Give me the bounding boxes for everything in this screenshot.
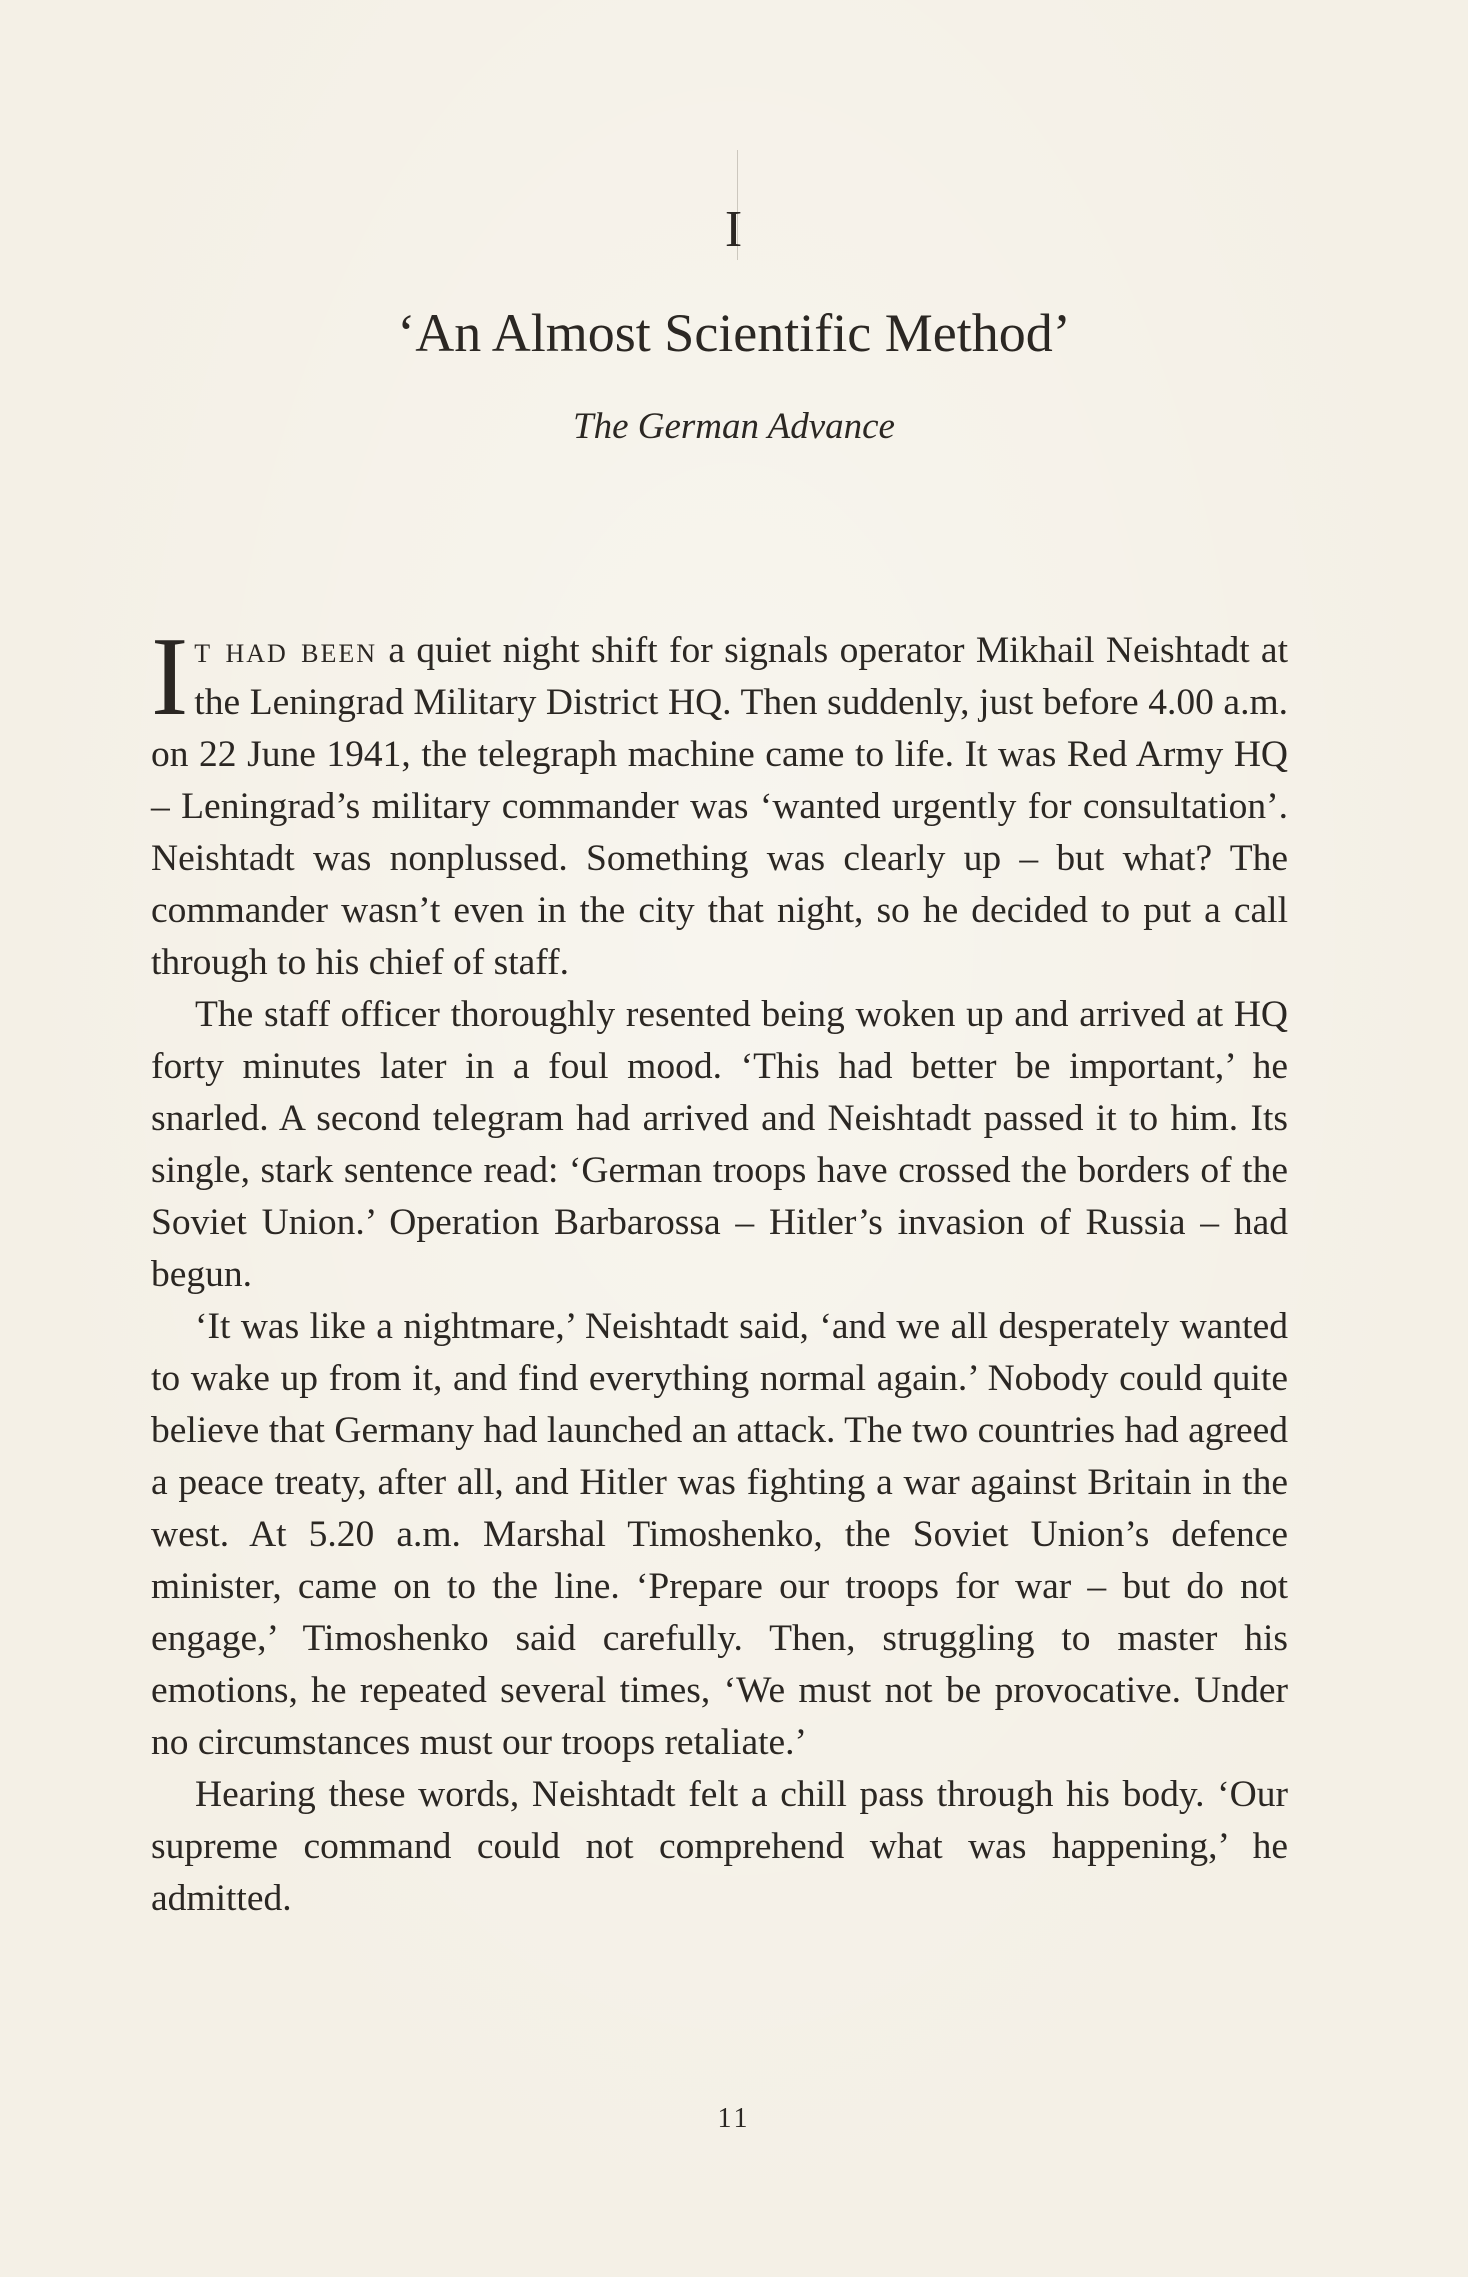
paragraph-2: The staff officer thoroughly resented being woken up and arrived at HQ forty minutes later in a foul mood. ‘This had better be important,’ he snarled. A second telegram had arrived and Neishtadt passed it to him. Its single, stark sentence read: ‘German troops have crossed the borders of the Soviet Union.’ Operation Barbarossa – Hitler’s invasion of Russia – had begun. (151, 994, 1288, 1295)
paragraph-1 (151, 615, 1288, 989)
chapter-title: ‘An Almost Scientific Method’ (397, 303, 1071, 363)
body-text (151, 615, 1288, 1925)
opening-small-caps: t had been (194, 630, 378, 671)
drop-cap: I (151, 615, 189, 739)
page-number: 11 (717, 2103, 751, 2134)
paragraph-1-text: a quiet night shift for signals operator Mikhail Neishtadt at the Leningrad Military District HQ. Then suddenly, just before 4.00 a.m. on 22 June 1941, the telegraph machine came to life. It was Red Army HQ – Leningrad’s military commander was ‘wanted urgently for consultation’. Neishtadt was nonplussed. Something was clearly up – but what? The commander wasn’t even in the city that night, so he decided to put a call through to his chief of staff. (151, 630, 1288, 983)
paragraph-3: ‘It was like a nightmare,’ Neishtadt said, ‘and we all desperately wanted to wake up from it, and find everything normal again.’ Nobody could quite believe that Germany had launched an attack. The two countries had agreed a peace treaty, after all, and Hitler was fighting a war against Britain in the west. At 5.20 a.m. Marshal Timoshenko, the Soviet Union’s defence minister, came on to the line. ‘Prepare our troops for war – but do not engage,’ Timoshenko said carefully. Then, struggling to master his emotions, he repeated several times, ‘We must not be provocative. Under no circumstances must our troops retaliate.’ (151, 1306, 1288, 1763)
chapter-subtitle: The German Advance (573, 406, 895, 447)
chapter-number: I (724, 201, 744, 258)
paragraph-4: Hearing these words, Neishtadt felt a chill pass through his body. ‘Our supreme command could not comprehend what was happening,’ he admitted. (151, 1774, 1288, 1919)
